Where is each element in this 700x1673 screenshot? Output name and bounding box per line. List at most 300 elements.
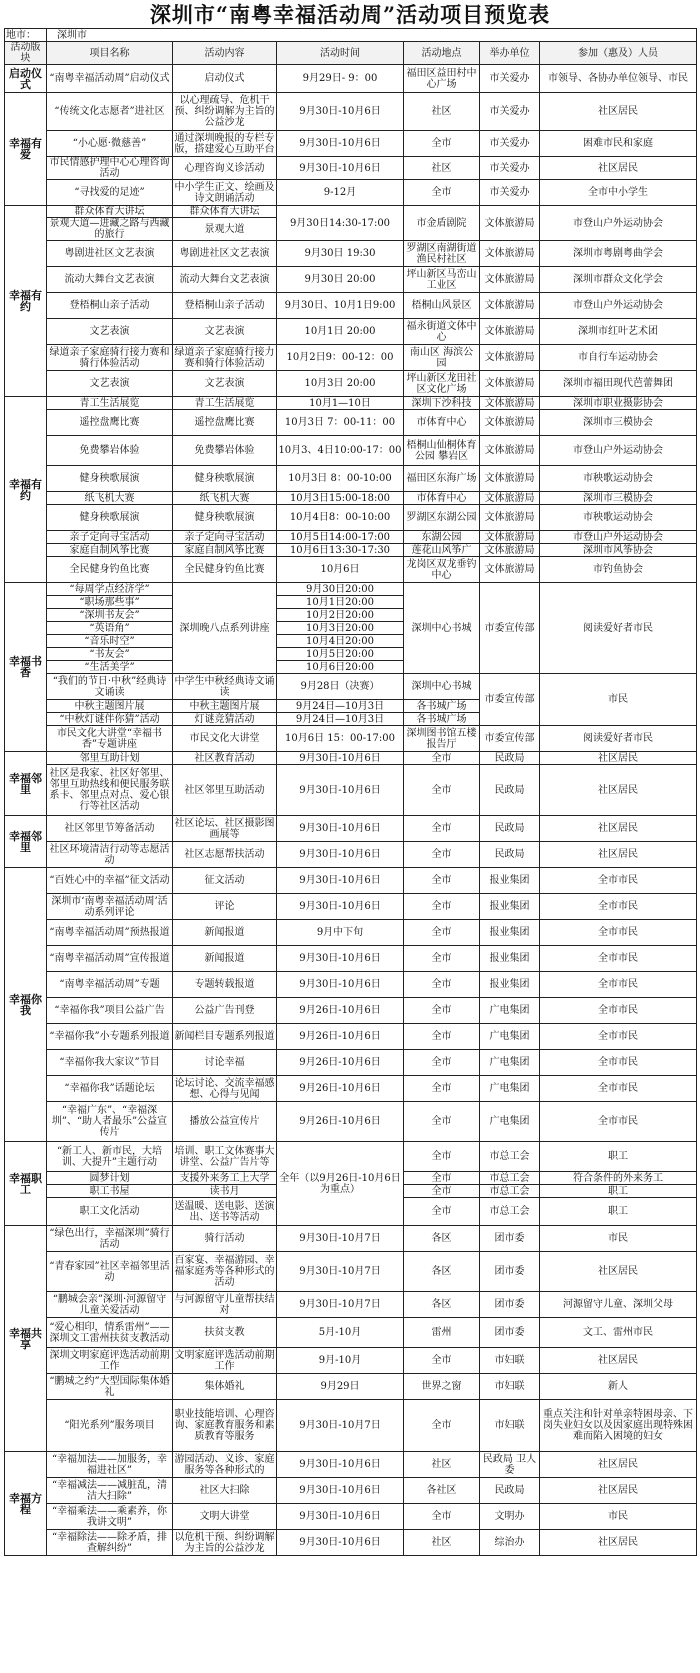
organizer: 市妇联 [480,1348,540,1374]
project-name: 市民文化大讲堂“幸福书香”专题讲座 [47,726,173,752]
table-row [5,946,697,972]
participants: 全市市民 [540,920,697,946]
activity-content: 社区志愿帮扶活动 [173,842,277,868]
participants: 社区居民 [540,157,697,180]
project-name: “小心愿·微慈善” [47,131,173,157]
activity-time: 10月1日 20:00 [277,319,404,345]
project-name: 深圳文明家庭评选活动前期工作 [47,1348,173,1374]
table-row [5,345,697,371]
activity-time: 9月28日（决赛） [277,674,404,700]
activity-place: 全市 [404,752,480,765]
section-name: 幸福共享 [5,1226,47,1452]
participants: 重点关注和针对单亲特困母亲、下岗失业妇女以及因家庭出现特殊困难而陷入困境的妇女 [540,1400,697,1452]
activity-place: 东湖公园 [404,531,480,544]
activity-content: 播放公益宣传片 [173,1102,277,1142]
table-row [5,466,697,492]
activity-content: 论坛讨论、交流幸福感想、心得与见闻 [174,1077,275,1100]
activity-time: 9月30日-10月6日 [277,894,404,920]
activity-place: 全市 [404,1504,480,1530]
table-row [5,894,697,920]
activity-place: 全市 [404,868,480,894]
activity-time: 10月3日20:00 [277,622,404,635]
participants: 全市市民 [540,946,697,972]
activity-time: 10月2日20:00 [277,609,404,622]
organizer: 广电集团 [480,1102,540,1142]
organizer: 市总工会 [480,1198,540,1226]
organizer: 文体旅游局 [480,206,540,241]
table-row [5,726,697,752]
activity-place: 坪山新区马峦山工业区 [404,267,480,293]
activity-time: 9月30日-10月6日 [277,868,404,894]
participants: 市秧歌运动协会 [540,505,697,531]
activity-content: 通过深圳晚报的专栏专版，搭建爱心互助平台 [174,132,275,155]
activity-place: 南山区 海滨公园 [404,345,480,371]
table-row [5,972,697,998]
activity-content: 粤剧进社区文艺表演 [173,241,277,267]
organizer: 市妇联 [480,1374,540,1400]
activity-time: 9月30日-10月6日 [277,765,404,816]
project-name: “绿色出行，幸福深圳”骑行活动 [47,1226,173,1252]
activity-time: 10月3日 8：00-10:00 [277,466,404,492]
project-name: “幸福你我”小专题系列报道 [47,1024,173,1050]
page-title: 深圳市“南粤幸福活动周”活动项目预览表 [149,2,551,27]
project-name: 群众体育大讲坛 [47,206,173,218]
activity-place: 全市 [404,894,480,920]
activity-content: 集体婚礼 [173,1374,277,1400]
project-name: 邻里互助计划 [47,752,173,765]
activity-content: 中学生中秋经典诗文诵读 [174,675,275,698]
organizer: 文体旅游局 [480,371,540,397]
column-header: 举办单位 [480,42,540,65]
project-name: 社区环境清洁行动等志愿活动 [47,842,173,868]
project-name: “寻找爱的足迹” [47,180,173,206]
section-name: 启动仪式 [5,65,47,93]
project-name: “幸福减法——减脏乱，清洁大扫除” [47,1478,173,1504]
activity-time: 9月30日-10月6日 [277,157,404,180]
organizer: 广电集团 [480,1024,540,1050]
activity-place: 全市 [404,1185,480,1198]
organizer: 广电集团 [480,998,540,1024]
participants: 市登山户外运动协会 [540,206,697,241]
activity-content: 群众体育大讲坛 [173,206,277,218]
project-name: “幸福你我”项目公益广告 [47,998,173,1024]
project-name: “深圳书友会” [47,609,173,622]
participants: 深圳市粤剧粤曲学会 [540,241,697,267]
activity-time: 9月30日-10月7日 [277,1292,404,1318]
organizer: 文体旅游局 [480,492,540,505]
project-name: 登梧桐山亲子活动 [47,293,173,319]
project-name: “爱心相印，情系雷州”——深圳文工雷州扶贫支教活动 [47,1318,173,1348]
participants: 符合条件的外来务工 [540,1172,697,1185]
project-name: “南粤幸福活动周”宣传报道 [47,946,173,972]
activity-time: 全年（以9月26日-10月6日为重点） [277,1142,404,1226]
participants: 市钓鱼协会 [540,557,697,583]
table-row [5,531,697,544]
region-value: 深圳市 [47,29,697,42]
table-row [5,371,697,397]
activity-place: 雷州 [404,1318,480,1348]
activity-place: 全市 [404,1050,480,1076]
project-name: “生活美学” [47,661,173,674]
organizer: 民政局 卫人委 [480,1452,540,1478]
participants: 全市市民 [540,1024,697,1050]
participants: 社区居民 [540,1348,697,1374]
activity-time: 10月3日 20:00 [277,371,404,397]
table-row [5,180,697,206]
table-row [5,583,697,596]
project-name: 遥控盘鹰比赛 [47,410,173,436]
organizer: 文体旅游局 [480,410,540,436]
activity-content: 绿道亲子家庭骑行接力赛和骑行体验活动 [174,346,275,369]
activity-place: 福永街道文体中心 [404,319,480,345]
region-label: 地市： [5,29,47,42]
project-name: “职场那些事” [47,596,173,609]
organizer: 市总工会 [480,1142,540,1172]
participants: 文工、雷州市民 [540,1318,697,1348]
activity-content: 以危机干预、纠纷调解为主旨的公益沙龙 [174,1531,275,1554]
activity-place: 全市 [404,1076,480,1102]
participants: 全市市民 [540,868,697,894]
activity-content: 读书月 [173,1185,277,1198]
activity-place: 市金盾剧院 [404,206,480,241]
activity-content: 社区邻里互助活动 [173,765,277,816]
activity-time: 10月1—10日 [277,397,404,410]
column-header: 参加（惠及）人员 [540,42,697,65]
activity-content: 中秋主题图片展 [173,700,277,713]
activity-place: 社区 [404,1530,480,1556]
participants: 职工 [540,1185,697,1198]
activity-content: 健身秧歌展演 [173,505,277,531]
activity-time: 10月1日20:00 [277,596,404,609]
activity-time: 9月26日-10月6日 [277,1024,404,1050]
table-row [5,1102,697,1142]
organizer: 文体旅游局 [480,319,540,345]
activity-content: 文明大讲堂 [173,1504,277,1530]
activity-content: 培训、职工文体赛事大讲堂、公益广告片等 [173,1142,277,1172]
activity-time: 9月24日—10月3日 [277,713,404,726]
activity-time: 9月30日-10月6日 [277,131,404,157]
activity-place: 深圳图书馆五楼报告厅 [404,726,480,752]
section-name: 幸福邻里 [5,816,47,868]
activity-time: 10月6日13:30-17:30 [277,544,404,557]
activity-time: 9月30日-10月6日 [277,972,404,998]
organizer: 民政局 [480,752,540,765]
organizer: 报业集团 [480,868,540,894]
project-name: “幸福广东”、“幸福深圳”、“助人者最乐”公益宣传片 [47,1102,173,1142]
organizer: 市总工会 [480,1172,540,1185]
activity-content: 中小学生正文、绘画及诗文朗诵活动 [174,181,275,204]
organizer: 文体旅游局 [480,557,540,583]
activity-place: 全市 [404,842,480,868]
table-row [5,1478,697,1504]
activity-time: 10月5日14:00-17:00 [277,531,404,544]
project-name: 青工生活展览 [47,397,173,410]
activity-content: 社区大扫除 [173,1478,277,1504]
organizer: 文体旅游局 [480,267,540,293]
activity-place: 全市 [404,1172,480,1185]
activity-content: 心理咨询义诊活动 [173,157,277,180]
table-row [5,293,697,319]
activity-time: 9月26日-10月6日 [277,998,404,1024]
participants: 深圳市风筝协会 [540,544,697,557]
project-name: “我们的节日·中秋”经典诗文诵读 [47,674,173,700]
column-header: 活动版块 [5,42,47,65]
organizer: 报业集团 [480,972,540,998]
activity-time: 10月4日8：00-10:00 [277,505,404,531]
table-row [5,93,697,131]
activity-place: 福田区东海广场 [404,466,480,492]
project-name: “南粤幸福活动周”启动仪式 [47,65,173,93]
activity-time: 10月2日9：00-12：00 [277,345,404,371]
activity-time: 9月30日-10月6日 [277,1452,404,1478]
activity-time: 9月30日 20:00 [277,267,404,293]
organizer: 团市委 [480,1226,540,1252]
activity-place: 市体育中心 [404,410,480,436]
activity-content: 游园活动、义诊、家庭服务等各种形式的 [174,1453,275,1476]
organizer: 市关爱办 [480,157,540,180]
activity-time: 9月30日-10月7日 [277,1400,404,1452]
organizer: 市关爱办 [480,180,540,206]
activity-place: 全市 [404,1024,480,1050]
project-name: “新工人、新市民，大培训、大提升”主题行动 [47,1142,173,1172]
participants: 市登山户外运动协会 [540,531,697,544]
organizer: 文体旅游局 [480,397,540,410]
organizer: 文体旅游局 [480,505,540,531]
participants: 社区居民 [540,1530,697,1556]
project-name: “幸福除法——除矛盾，排查解纠纷” [47,1530,173,1556]
activity-place: 罗湖区东湖公园 [404,505,480,531]
table-row [5,410,697,436]
project-name: 社区邻里节筹备活动 [47,816,173,842]
activity-time: 9月30日-10月7日 [277,1226,404,1252]
participants: 全市市民 [540,972,697,998]
section-name: 幸福有爱 [5,93,47,206]
activity-place: 全市 [404,1198,480,1226]
table-row [5,544,697,557]
project-name: 社区是我家、社区好邻里、邻里互助热线和便民服务联系卡、邻里点对点、爱心银行等社区活动 [47,765,173,816]
header-row [5,42,697,65]
activity-content: 景观大道 [173,218,277,241]
activity-place: 深圳中心书城 [404,674,480,700]
activity-time: 10月4日20:00 [277,635,404,648]
activity-time: 9月30日20:00 [277,583,404,596]
activity-content: 公益广告刊登 [173,998,277,1024]
activity-place: 全市 [404,920,480,946]
table-row [5,1076,697,1102]
organizer: 市关爱办 [480,93,540,131]
table-row [5,436,697,466]
activity-time: 9月24日—10月3日 [277,700,404,713]
project-name: “每周学点经济学” [47,583,173,596]
activity-place: 社区 [404,1452,480,1478]
project-name: “中秋灯谜伴你猜”活动 [47,713,173,726]
activity-time: 9月29日- 9：00 [277,65,404,93]
project-name: “南粤幸福活动周”预热报道 [47,920,173,946]
project-name: 免费攀岩体验 [47,436,173,466]
table-row [5,492,697,505]
project-name: 职工书屋 [47,1185,173,1198]
activity-time: 9月30日-10月7日 [277,1252,404,1292]
activity-place: 龙岗区双龙垂钓中心 [404,557,480,583]
table-row [5,319,697,345]
project-name: 粤剧进社区文艺表演 [47,241,173,267]
activity-time: 9月30日-10月6日 [277,1478,404,1504]
activity-place: 全市 [404,765,480,816]
section-name: 幸福有约 [5,397,47,583]
activity-place: 罗湖区南湖街道渔民村社区 [404,241,480,267]
table-row [5,1142,697,1172]
participants: 市民 [540,1226,697,1252]
activity-place: 全市 [404,946,480,972]
activity-content: 文明家庭评选活动前期工作 [174,1349,275,1372]
table-row [5,505,697,531]
project-name: 圆梦计划 [47,1172,173,1185]
table-row [5,157,697,180]
activity-place: 社区 [404,93,480,131]
organizer: 文体旅游局 [480,466,540,492]
activity-place: 深圳中心书城 [404,583,480,674]
activity-content: 健身秧歌展演 [173,466,277,492]
participants: 全市市民 [540,1050,697,1076]
project-name: 亲子定向寻宝活动 [47,531,173,544]
participants: 全市市民 [540,1102,697,1142]
table-row [5,1050,697,1076]
participants: 职工 [540,1198,697,1226]
project-name: “幸福加法——加服务，幸福进社区” [47,1452,173,1478]
participants: 阅读爱好者市民 [540,726,697,752]
activity-content: 评论 [173,894,277,920]
section-name: 幸福你我 [5,868,47,1142]
activity-place: 莲花山风筝广 [404,544,480,557]
activity-place: 福田区益田村中心广场 [404,65,480,93]
participants: 市民 [540,674,697,726]
participants: 全市中小学生 [540,180,697,206]
participants: 职工 [540,1142,697,1172]
organizer: 团市委 [480,1292,540,1318]
table-row [5,1504,697,1530]
project-name: 市民情感护理中心心理咨询活动 [47,157,173,180]
activity-content: 征文活动 [173,868,277,894]
activity-content: 亲子定向寻宝活动 [173,531,277,544]
table-row [5,1348,697,1374]
activity-content: 新闻报道 [173,946,277,972]
participants: 社区居民 [540,842,697,868]
table-row [5,1252,697,1292]
organizer: 市关爱办 [480,131,540,157]
project-name: “幸福你我”话题论坛 [47,1076,173,1102]
activity-time: 9月30日-10月6日 [277,816,404,842]
activity-time: 10月6日 15：00-17:00 [277,726,404,752]
project-name: 深圳市‘南粤幸福活动周’活动系列评论 [47,894,173,920]
project-name: 景观大道—进藏之路与西藏的旅行 [47,218,173,241]
activity-place: 各社区 [404,1478,480,1504]
project-name: “幸福乘法——乘素养，你我讲文明” [47,1504,173,1530]
activity-place: 全市 [404,1142,480,1172]
table-row [5,557,697,583]
activity-time: 9月30日-10月6日 [277,93,404,131]
project-name: 流动大舞台文艺表演 [47,267,173,293]
activity-content: 职业技能培训、心理咨询、家庭教育服务和素质教育等服务 [173,1400,277,1452]
participants: 阅读爱好者市民 [540,583,697,674]
activity-content: 遥控盘鹰比赛 [173,410,277,436]
table-row [5,1400,697,1452]
activity-content: 送温暖、送电影、送演出、送书等活动 [173,1198,277,1226]
activity-time: 10月3日 7：00-11：00 [277,410,404,436]
table-row [5,765,697,816]
activity-place: 全市 [404,972,480,998]
table-row [5,397,697,410]
participants: 市登山户外运动协会 [540,436,697,466]
activity-place: 市体育中心 [404,492,480,505]
activity-time: 9月-10月 [277,1348,404,1374]
section-name: 幸福方程 [5,1452,47,1556]
participants: 深圳市三模协会 [540,410,697,436]
organizer: 民政局 [480,816,540,842]
table-row [5,920,697,946]
organizer: 报业集团 [480,946,540,972]
participants: 深圳市福田现代芭蕾舞团 [540,371,697,397]
activity-time: 9月30日14:30-17:00 [277,206,404,241]
activity-content: 家庭自制风筝比赛 [173,544,277,557]
activity-time: 10月5日20:00 [277,648,404,661]
activity-time: 9-12月 [277,180,404,206]
table-row [5,816,697,842]
organizer: 民政局 [480,842,540,868]
participants: 市自行车运动协会 [540,345,697,371]
activity-content: 支援外来务工上大学 [173,1172,277,1185]
project-name: 绿道亲子家庭骑行接力赛和骑行体验活动 [47,345,173,371]
organizer: 广电集团 [480,1050,540,1076]
participants: 深圳市群众文化学会 [540,267,697,293]
column-header: 活动地点 [404,42,480,65]
activity-place: 全市 [404,1348,480,1374]
activity-place: 梧桐山风景区 [404,293,480,319]
project-name: “英语角” [47,622,173,635]
table-row [5,842,697,868]
participants: 全市市民 [540,894,697,920]
organizer: 市关爱办 [480,65,540,93]
project-name: 纸飞机大赛 [47,492,173,505]
activity-content: 扶贫支教 [173,1318,277,1348]
table-row [5,1024,697,1050]
activity-place: 深圳下沙科技 [404,397,480,410]
participants: 全市市民 [540,998,697,1024]
activity-content: 文艺表演 [173,371,277,397]
activity-content: 启动仪式 [173,65,277,93]
participants: 市秧歌运动协会 [540,466,697,492]
activity-time: 10月3日15:00-18:00 [277,492,404,505]
organizer: 市总工会 [480,1185,540,1198]
participants: 新人 [540,1374,697,1400]
organizer: 民政局 [480,1478,540,1504]
project-name: “鹏城会亲”深圳·河源留守儿童关爱活动 [47,1292,173,1318]
project-name: 健身秧歌展演 [47,466,173,492]
activity-content: 深圳晚八点系列讲座 [173,583,277,674]
participants: 市登山户外运动协会 [540,293,697,319]
organizer: 文体旅游局 [480,531,540,544]
column-header: 活动时间 [277,42,404,65]
activity-time: 9月29日 [277,1374,404,1400]
table-row [5,674,697,700]
activity-content: 百家宴、幸福游园、幸福家庭秀等各种形式的活动 [173,1252,277,1292]
organizer: 文体旅游局 [480,293,540,319]
participants: 社区居民 [540,1478,697,1504]
activity-place: 全市 [404,998,480,1024]
activity-place: 梧桐山仙桐体育公园 攀岩区 [404,436,480,466]
participants: 市民 [540,1504,697,1530]
activity-place: 各区 [404,1252,480,1292]
section-name: 幸福职工 [5,1142,47,1226]
